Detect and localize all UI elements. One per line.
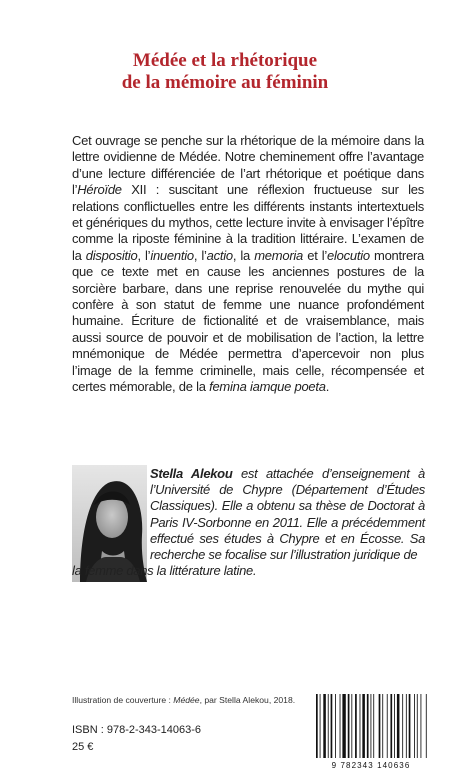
synopsis-italic: femina iamque poeta — [209, 379, 326, 395]
synopsis-italic: inuentio — [150, 247, 194, 263]
synopsis-text: et l’ — [303, 247, 328, 263]
author-bio — [150, 466, 425, 563]
synopsis — [72, 133, 424, 396]
synopsis-text: Cet ouvrage se penche sur la rhétorique de la mémoire dans la lettre ovidienne de Médée. Notre cheminement offre l’avantage d’une lecture différenciée de l’art rhétorique et poétique dans l’ — [72, 133, 424, 198]
synopsis-italic: memoria — [254, 247, 304, 263]
synopsis-text: , l’ — [193, 247, 207, 263]
synopsis-text: , la — [232, 247, 255, 263]
credit-suffix: , par Stella Alekou, 2018. — [199, 695, 296, 705]
synopsis-italic: dispositio — [85, 247, 138, 263]
price: 25 € — [72, 741, 94, 753]
barcode-bars — [310, 694, 432, 760]
book-title — [40, 50, 410, 94]
barcode-digits: 9 782343 140636 — [331, 761, 411, 770]
synopsis-text: , l’ — [137, 247, 151, 263]
synopsis-text: XII : suscitant une réflexion fructueuse sur les relations conflictuelles entre les différents instants intertextuels et génériques du mythos, cette lecture invite à envisager l’épître comme la riposte féminine à la tradition littéraire. L’examen de la — [72, 182, 424, 263]
synopsis-text: . — [325, 379, 330, 395]
author-bio-text: est attachée d’enseignement à l’Université de Chypre (Département d’Études Classiques). Elle a obtenu sa thèse de Doctorat à Paris IV-Sorbonne en 2011. Elle a précédemment effectué ses études à Chypre et en Écosse. Sa recherche se focalise sur l’illustration juridique de — [150, 466, 425, 563]
synopsis-text: montrera que ce texte met en cause les anciennes postures de la sorcière barbare, dans une reprise renouvelée du mythe qui confère à son statut de femme une nuance profondément humaine. Écriture de fictionalité et de vraisemblance, mais aussi source de pouvoir et de mobilisation de l’action, la lettre mnémonique de Médée permettra d’apercevoir non plus l’image de la femme criminelle, mais celle, récompensée et certes mémorable, de la — [72, 247, 425, 395]
isbn: ISBN : 978-2-343-14063-6 — [72, 724, 202, 736]
title-line-1: Médée et la rhétorique — [132, 50, 318, 71]
title-line-2: de la mémoire au féminin — [121, 72, 329, 93]
synopsis-italic: Héroïde — [77, 182, 122, 198]
synopsis-paragraph — [72, 133, 424, 396]
author-bio-tail: la femme dans la littérature latine. — [72, 563, 257, 578]
synopsis-italic: elocutio — [327, 247, 370, 263]
author-name: Stella Alekou — [150, 466, 233, 481]
credit-work-title: Médée — [173, 695, 200, 705]
synopsis-italic: actio — [206, 247, 233, 263]
credit-prefix: Illustration de couverture : — [72, 695, 174, 705]
